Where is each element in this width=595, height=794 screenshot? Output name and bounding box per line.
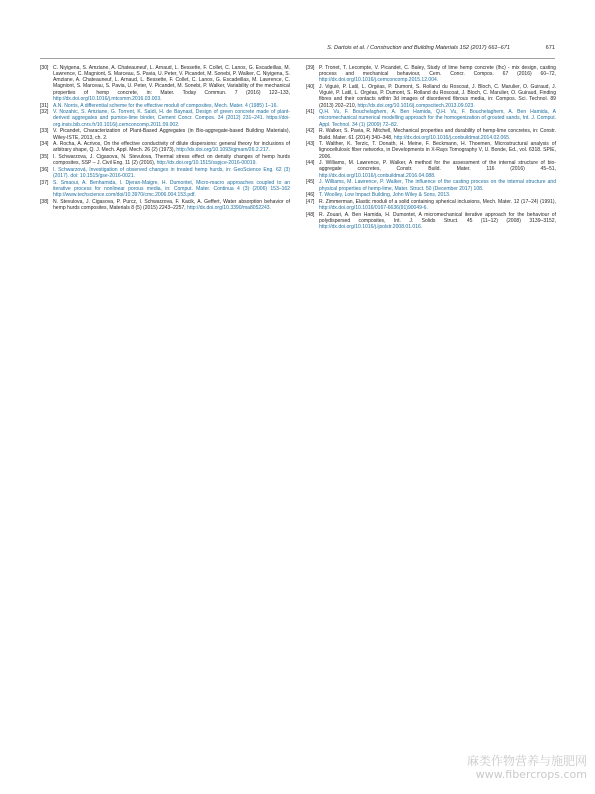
reference-body xyxy=(319,192,450,198)
reference-number: [38] xyxy=(40,199,49,206)
header-rule xyxy=(40,58,555,59)
reference-item xyxy=(40,199,290,211)
reference-number: [39] xyxy=(306,65,315,71)
reference-text: A. Rocha, A. Acrivos, On the effective conductivity of dilute dispersions: general theory for inclusions of arbitrary shape, Q. J. Mech. Appl. Mech. 26 (2) (1973), xyxy=(53,141,290,154)
reference-column-right xyxy=(306,65,556,231)
reference-link[interactable]: http://dx.doi.org/10.1016/j.cemconcomp.2015.12.004. xyxy=(319,77,439,84)
reference-item xyxy=(40,109,290,127)
reference-link[interactable]: http://dx.doi.org/10.1093/qjmam/26.2.217. xyxy=(176,147,270,154)
reference-link[interactable]: T. Woolley, Low Impact Building, John Wiley & Sons, 2013. xyxy=(319,192,451,199)
reference-number: [31] xyxy=(40,102,49,109)
reference-link[interactable]: I. Schwarzová, Investigation of observed changes in treated hemp hurds, in: GeoScience Eng. 62 (3) (2017). doi: 10.1515/gse-2016-0021. xyxy=(53,167,290,180)
reference-text: N. Stevulova, J. Cigasova, P. Purcz, I. Schwarzova, F. Kacik, A. Geffert, Water absorption behavior of hemp hurds composites, Materials 8 (5) (2015) 2243–2257, xyxy=(53,199,290,212)
reference-link[interactable]: http://dx.doi.org/10.1016/0167-6636(91)90049-6. xyxy=(319,205,428,212)
reference-body xyxy=(53,65,290,102)
reference-item xyxy=(40,103,290,109)
reference-body xyxy=(53,154,290,166)
reference-number: [35] xyxy=(40,154,49,161)
reference-link[interactable]: Q.H. Vu, F. Bouchelaghem, A. Ben Hamida, Q.H. Vu, F. Bouchelaghem, A. Ben Hamida, A micromechanical numerical modelling approach for the homogenization of grouted sands, Int. J. Comput. Appl. Technol. 34 (1) (2009) 72–82. xyxy=(319,109,556,128)
reference-number: [42] xyxy=(306,128,315,135)
reference-body xyxy=(53,167,290,179)
reference-number: [48] xyxy=(306,211,315,218)
reference-link[interactable]: http://dx.doi.org/10.1016/j.ijsolstr.2008.01.016. xyxy=(319,224,423,231)
reference-link[interactable]: http://dx.doi.org/10.1016/j.conbuildmat.2014.02.065. xyxy=(393,134,511,141)
reference-number: [41] xyxy=(306,109,315,116)
reference-body xyxy=(319,128,556,140)
reference-item xyxy=(40,128,290,140)
running-head xyxy=(40,43,555,53)
reference-item xyxy=(40,154,290,166)
reference-link[interactable]: http://dx.doi.org/10.1016/j.conbuildmat.2016.04.088. xyxy=(319,172,436,179)
reference-text: T. Walther, K. Terzic, T. Donath, H. Meine, F. Beckmann, H. Thoemen, Microstructural analysis of lignocellulosic fiber networks, in Developments in X-Rays Tomography V, U. Bonde, Ed., vol. 6318. SPIE, 2006. xyxy=(319,141,556,160)
reference-text: I. Schwarzova, J. Cigasova, N. Stevulova, Thermal stress effect on density changes of hemp hurds composites, SSP – J. Civil Eng. 11 (2) (2016), xyxy=(53,154,290,167)
watermark xyxy=(467,754,587,782)
reference-item xyxy=(306,109,556,127)
reference-body xyxy=(53,180,290,198)
reference-text: R. Zouari, A. Ben Hamida, H. Dumontet, A micromechanical iterative approach for the behaviour of polydispersed composites, Int. J. Solids Struct. 45 (11–12) (2008) 3139–3152, xyxy=(319,211,556,225)
watermark-url: www.fibercrops.com xyxy=(475,768,587,781)
reference-link[interactable]: http://dx.doi.org/10.1515/sspjce-2016-00019. xyxy=(156,160,257,167)
reference-number: [37] xyxy=(40,179,49,186)
reference-text: V. Picandet, Characterization of Plant-Based Aggregates (in Bio-aggregate-based Building Materials), Wiley-ISTE, 2013, ch. 2. xyxy=(53,128,290,141)
reference-item xyxy=(306,128,556,140)
reference-body xyxy=(319,84,556,108)
reference-item xyxy=(306,84,556,109)
reference-text: R. Zimmerman, Elastic moduli of a solid containing spherical inclusions, Mech. Mater. 12 (17–24) (1991), xyxy=(319,199,556,206)
reference-body xyxy=(319,109,556,127)
reference-body xyxy=(53,103,278,109)
reference-body xyxy=(319,212,556,230)
reference-text: C. Niyigena, S. Amziane, A. Chateauneuf, L. Arnaud, L. Bessette, F. Collet, C. Lanos, G. Escadeillas, M. Lawrence, C. Magniont, S. Marceau, S. Pavia, U. Peter, V. Picandet, M. Sonebi, P. Walker, C. Niyigena, S. Amziane, A. Chateauneuf, L. Arnaud, L. Bessette, F. Collet, C. Lanos, G. Escadeillas, M. Lawrence, C. Magniont, S. Marceau, S. Pavia, U. Peter, V. Picandet, M. Sonebi, P. Walker, Variability of the mechanical properties of hemp concrete, in: Mater. Today Commun. 7 (2016) 122–133, xyxy=(53,65,290,96)
reference-body xyxy=(53,199,290,211)
reference-item xyxy=(40,65,290,102)
reference-item xyxy=(306,141,556,159)
reference-number: [43] xyxy=(306,141,315,148)
reference-number: [40] xyxy=(306,84,315,91)
reference-text: P. Tronet, T. Lecompte, V. Picandet, C. Baley, Study of lime hemp concrete (lhc) - mix design, casting process and mechanical behaviour, Cem. Concr. Compos. 67 (2016) 60–72, xyxy=(319,65,556,78)
reference-text: J. Williams, M. Lawrence, P. Walker, A method for the assessment of the internal structure of bio-aggregate concretes, Constr. Build. Mater. 116 (2016) 45–51, xyxy=(319,160,556,173)
reference-link[interactable]: V. Nozahic, S. Amziane, G. Torrent, K. Saïdi, H. de Baynast, Design of green concrete made of plant-derived aggregates and pumice-lime binder, Cement Concr. Compos. 34 (2012) 231–241. https://doi-org.insis.bib.cnrs.fr/10.1016/j.cemconcomp.2011.09.002. xyxy=(53,109,290,128)
reference-item xyxy=(306,160,556,178)
reference-body xyxy=(53,109,290,127)
reference-item xyxy=(306,192,556,198)
reference-number: [32] xyxy=(40,109,49,116)
reference-text: R. Walker, S. Pavia, R. Mitchell, Mechanical properties and durability of hemp-lime concretes, in: Constr. Build. Mater. 61 (2014) 340–348, xyxy=(319,128,556,141)
reference-link[interactable]: J. Williams, M. Lawrence, P. Walker, The influence of the casting process on the internal structure and physical properties of hemp-lime, Mater. Struct. 50 (December 2017) 108. xyxy=(319,179,556,192)
reference-number: [47] xyxy=(306,199,315,206)
reference-body xyxy=(319,160,556,178)
reference-body xyxy=(319,179,556,191)
reference-body xyxy=(319,199,556,211)
reference-item xyxy=(306,199,556,211)
reference-link[interactable]: http://dx.doi.org/10.1016/j.compscitech.2013.09.023. xyxy=(357,102,475,109)
reference-body xyxy=(53,141,290,153)
reference-item xyxy=(40,167,290,179)
journal-citation: S. Dartois et al. / Construction and Building Materials 152 (2017) 661–671 xyxy=(327,45,510,51)
reference-number: [36] xyxy=(40,167,49,174)
watermark-title: 麻类作物营养与施肥网 xyxy=(466,754,587,768)
reference-body xyxy=(319,65,556,83)
reference-link[interactable]: http://dx.doi.org/10.1016/j.mtcomm.2016.03.003. xyxy=(53,95,162,102)
reference-link[interactable]: S. Smaoui, A. Benhamida, I. Djeran-Maigre, H. Dumontet, Micro-macro approaches coupled to an iterative process for nonlinear porous media, in: Comput. Mater. Continua 4 (3) (2006) 153–162 http://www.techscience.com/doi/10.3970/cmc.2006.004.153.pdf. xyxy=(53,179,290,199)
reference-item xyxy=(40,141,290,153)
reference-number: [30] xyxy=(40,65,49,71)
reference-column-left xyxy=(40,65,290,212)
reference-item xyxy=(306,65,556,83)
reference-number: [33] xyxy=(40,128,49,135)
reference-text: J. Viguié, P. Latil, L. Orgéas, P. Dumont, S. Rolland du Roscoat, J. Bloch, C. Marulier, O. Guiraud, J. Viguié, P. Latil, L. Orgéas, P. Dumont, S. Rolland du Roscoat, J. Bloch, C. Marulier, O. Guiraud, Finding fibres and their contacts within 3d images of disordered fibrous media, in: Compos. Sci. Technol. 89 (2013) 202–210, xyxy=(319,84,556,109)
reference-number: [46] xyxy=(306,192,315,199)
reference-number: [45] xyxy=(306,179,315,186)
reference-item xyxy=(306,212,556,230)
reference-item xyxy=(306,179,556,191)
reference-body xyxy=(319,141,556,159)
reference-link[interactable]: A.N. Norris, A differential scheme for the effective moduli of composites, Mech. Mater. 4 (1985) 1–16. xyxy=(53,102,278,109)
reference-number: [44] xyxy=(306,160,315,167)
reference-number: [34] xyxy=(40,141,49,148)
page-number: 671 xyxy=(545,45,555,51)
reference-body xyxy=(53,128,290,140)
reference-link[interactable]: http://dx.doi.org/10.3390/ma8052243. xyxy=(187,205,272,212)
reference-item xyxy=(40,180,290,198)
